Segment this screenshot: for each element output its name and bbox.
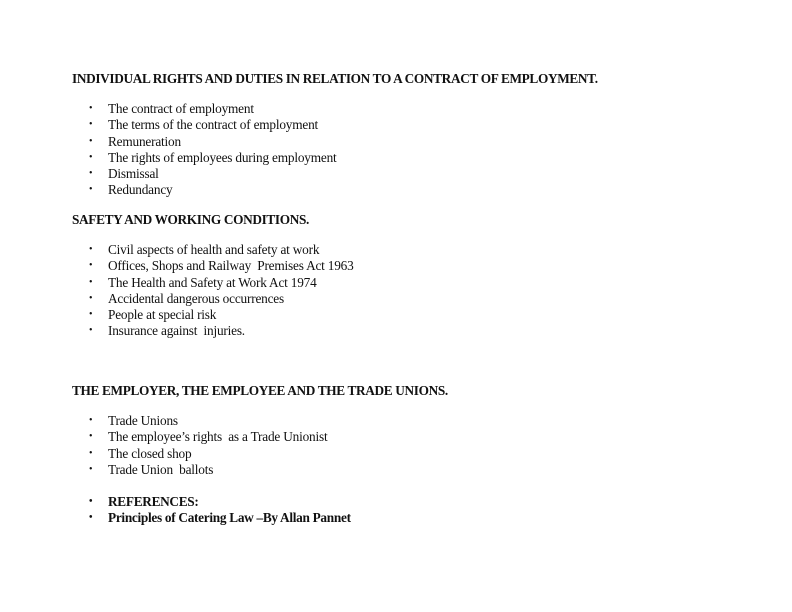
bullet-icon: • [89, 447, 93, 459]
list-item [72, 166, 337, 182]
list-item-text: The employee’s rights as a Trade Unionist [108, 429, 328, 445]
list-item-text: The terms of the contract of employment [108, 117, 319, 133]
safety-list [72, 242, 354, 340]
list-item-text: Trade Union ballots [108, 461, 214, 477]
list-item [72, 242, 354, 258]
list-item-text: Accidental dangerous occurrences [108, 290, 284, 306]
references-list [72, 494, 351, 527]
list-item [72, 101, 337, 117]
bullet-icon: • [89, 309, 93, 321]
bullet-icon: • [89, 135, 93, 147]
list-item-text: The Health and Safety at Work Act 1974 [108, 274, 317, 290]
list-item-text: The rights of employees during employment [108, 149, 337, 165]
list-item [72, 307, 354, 323]
list-item [72, 150, 337, 166]
bullet-icon: • [89, 260, 93, 272]
reference-item [72, 510, 351, 526]
list-item-text: Redundancy [108, 182, 173, 198]
list-item [72, 117, 337, 133]
bullet-icon: • [89, 415, 93, 426]
references-label-item [72, 494, 351, 510]
list-item [72, 429, 327, 445]
list-item-text: Civil aspects of health and safety at work [108, 242, 320, 257]
list-item-text: Dismissal [108, 166, 159, 182]
bullet-icon: • [89, 103, 93, 114]
section-heading-employment-rights: INDIVIDUAL RIGHTS AND DUTIES IN RELATION TO A CONTRACT OF EMPLOYMENT. [72, 71, 598, 86]
bullet-icon: • [89, 431, 93, 443]
reference-text: Principles of Catering Law –By Allan Pannet [108, 510, 351, 526]
employment-rights-list [72, 101, 337, 199]
list-item [72, 275, 354, 291]
bullet-icon: • [89, 151, 93, 163]
bullet-icon: • [89, 276, 93, 288]
list-item [72, 323, 354, 339]
list-item-text: People at special risk [108, 307, 217, 323]
list-item [72, 182, 337, 198]
bullet-icon: • [89, 512, 93, 524]
section-heading-safety: SAFETY AND WORKING CONDITIONS. [72, 212, 310, 227]
section-heading-trade-unions: THE EMPLOYER, THE EMPLOYEE AND THE TRADE UNIONS. [72, 383, 448, 398]
list-item [72, 413, 327, 429]
references-label: REFERENCES: [108, 494, 199, 509]
list-item-text: The contract of employment [108, 101, 254, 116]
bullet-icon: • [89, 184, 93, 196]
list-item [72, 258, 354, 274]
trade-unions-list [72, 413, 327, 478]
list-item-text: Remuneration [108, 133, 181, 149]
list-item [72, 291, 354, 307]
list-item [72, 446, 327, 462]
bullet-icon: • [89, 325, 93, 337]
bullet-icon: • [89, 168, 93, 180]
list-item-text: The closed shop [108, 445, 192, 461]
bullet-icon: • [89, 496, 93, 507]
list-item [72, 462, 327, 478]
list-item-text: Offices, Shops and Railway Premises Act 1963 [108, 258, 354, 274]
list-item-text: Insurance against injuries. [108, 323, 245, 339]
list-item-text: Trade Unions [108, 413, 178, 428]
bullet-icon: • [89, 244, 93, 255]
list-item [72, 134, 337, 150]
bullet-icon: • [89, 463, 93, 475]
bullet-icon: • [89, 292, 93, 304]
bullet-icon: • [89, 119, 93, 131]
